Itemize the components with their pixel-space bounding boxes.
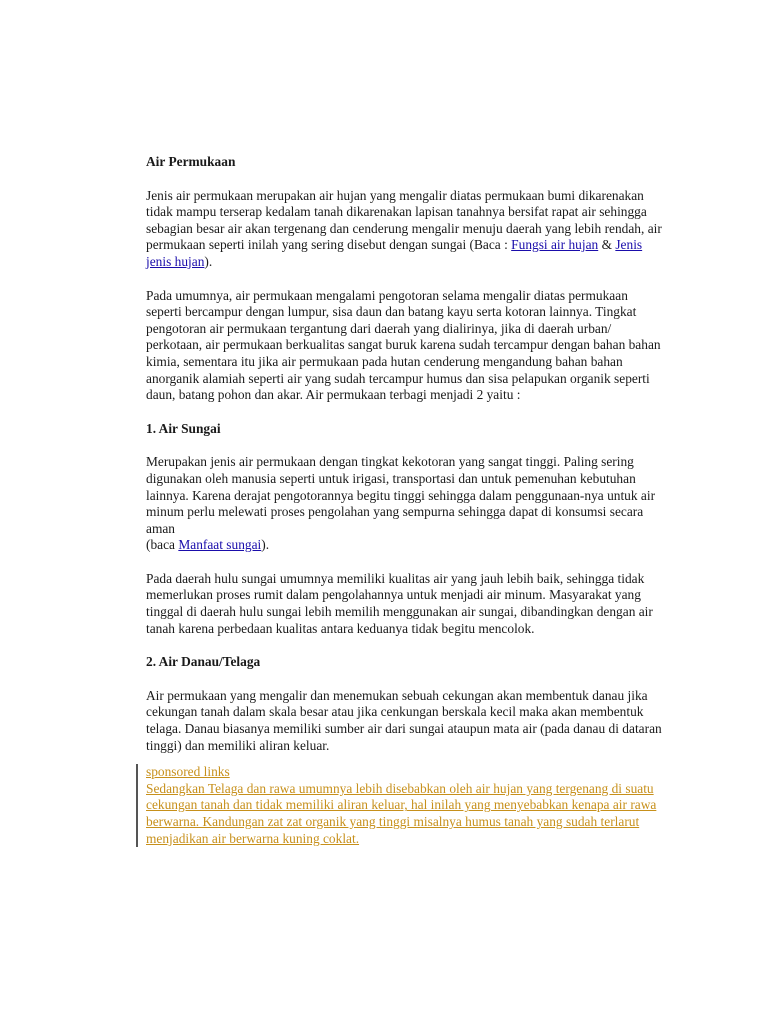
- sponsored-label[interactable]: sponsored links: [146, 764, 230, 780]
- section-heading-air-sungai: 1. Air Sungai: [146, 420, 221, 436]
- intro-paragraph: [146, 188, 662, 271]
- sungai-text: Merupakan jenis air permukaan dengan tingkat kekotoran yang sangat tinggi. Paling sering digunakan oleh manusia seperti untuk irigasi, transportasi dan untuk pemenuhan kebutuhan lainnya. Karena derajat pengotorannya begitu tinggi sehingga dalam penggunaan-nya untuk air minum perlu melewati proses pengolahan yang sempurna sehingga dapat di konsumsi secara aman: [146, 454, 656, 536]
- sungai-paragraph-1: [146, 454, 662, 554]
- intro-text: Jenis air permukaan merupakan air hujan yang mengalir diatas permukaan bumi dikarenakan tidak mampu terserap kedalam tanah dikarenakan lapisan tanahnya bersifat rapat air sehingga sebagian besar air akan tergenang dan cenderung mengalir menuju daerah yang lebih rendah, air permukaan seperti inilah yang sering disebut dengan sungai (Baca :: [146, 187, 662, 253]
- link-manfaat-sungai[interactable]: Manfaat sungai: [178, 537, 262, 553]
- sponsored-divider: [136, 764, 138, 847]
- intro-ampersand: &: [598, 237, 616, 253]
- section-heading-air-danau: 2. Air Danau/Telaga: [146, 654, 261, 670]
- sponsored-text[interactable]: Sedangkan Telaga dan rawa umumnya lebih disebabkan oleh air hujan yang tergenang di suatu cekungan tanah dan tidak memiliki aliran keluar, hal inilah yang menyebabkan kenapa air rawa berwarna. Kandungan zat zat organik yang tinggi misalnya humus tanah yang sudah terlarut menjadikan air berwarna kuning coklat.: [146, 780, 657, 846]
- pollution-paragraph: Pada umumnya, air permukaan mengalami pengotoran selama mengalir diatas permukaan seperti bercampur dengan lumpur, sisa daun dan batang kayu serta kotoran lainnya. Tingkat pengotoran air permukaan tergantung dari daerah yang dialirinya, jika di daerah urban/ perkotaan, air permukaan berkualitas sangat buruk karena sudah tercampur dengan bahan bahan kimia, sementara itu jika air permukaan pada hutan cenderung mengandung bahan bahan anorganik alamiah seperti air yang sudah tercampur humus dan sisa pelapukan organik seperti daun, batang pohon dan akar. Air permukaan terbagi menjadi 2 yaitu :: [146, 287, 661, 403]
- link-jenis-jenis-hujan[interactable]: Jenis jenis hujan: [146, 237, 643, 269]
- sungai-paragraph-2: Pada daerah hulu sungai umumnya memiliki kualitas air yang jauh lebih baik, sehingga tidak memerlukan proses rumit dalam pengolahannya untuk menjadi air minum. Masyarakat yang tinggal di daerah hulu sungai lebih memilih menggunakan air sungai, dibandingkan dengan air tanah karena perbedaan kualitas antara keduanya tidak begitu mencolok.: [146, 570, 653, 636]
- danau-paragraph: Air permukaan yang mengalir dan menemukan sebuah cekungan akan membentuk danau jika cekungan tanah dalam skala besar atau jika cenkungan berskala kecil maka akan membentuk telaga. Danau biasanya memiliki sumber air dari sungai ataupun mata air (pada danau di dataran tinggi) dan memiliki aliran keluar.: [146, 687, 662, 753]
- sponsored-block[interactable]: [146, 764, 662, 847]
- sungai-baca: (baca: [146, 537, 179, 553]
- intro-closing: ).: [204, 253, 213, 269]
- link-fungsi-air-hujan[interactable]: Fungsi air hujan: [511, 237, 599, 253]
- article-body: [146, 154, 662, 847]
- article-title: Air Permukaan: [146, 154, 236, 169]
- sungai-closing: ).: [261, 537, 270, 553]
